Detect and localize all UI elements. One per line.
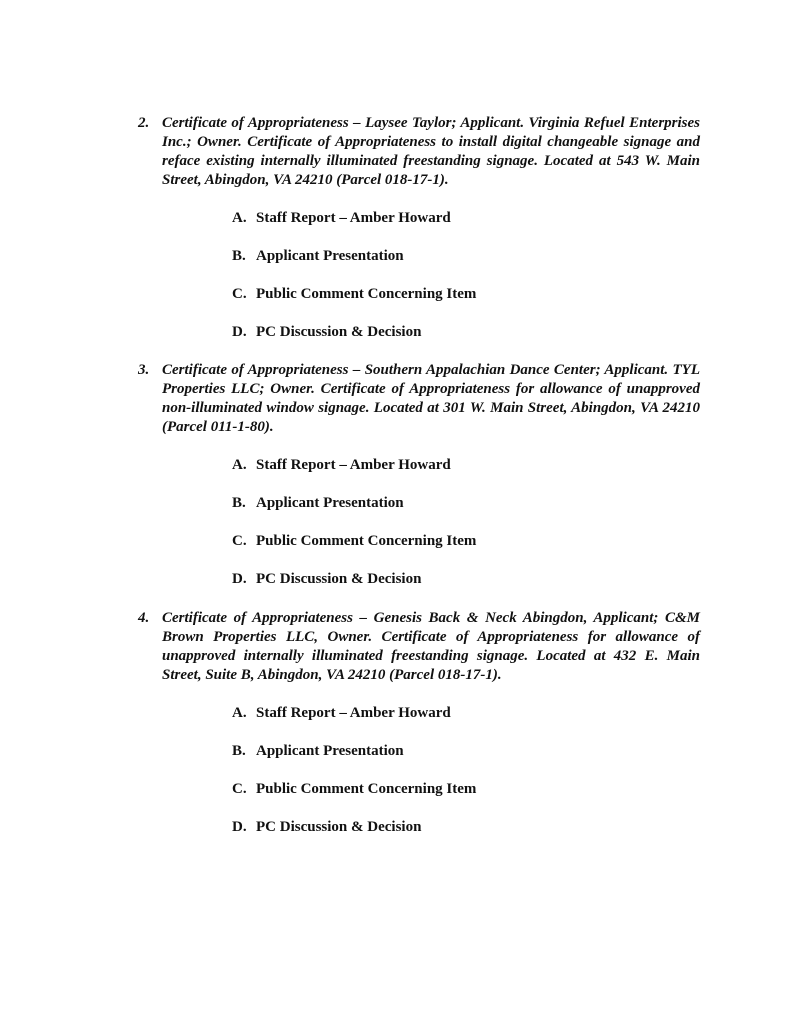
subitem-letter: D. [232, 324, 247, 340]
subitem-letter: C. [232, 781, 247, 797]
subitem-letter: D. [232, 819, 247, 835]
subitem-letter: C. [232, 533, 247, 549]
subitem-label: PC Discussion & Decision [256, 571, 422, 587]
agenda-item-number: 3. [138, 362, 150, 378]
subitem-label: Public Comment Concerning Item [256, 533, 477, 549]
subitem-letter: B. [232, 248, 246, 264]
subitem-label: Staff Report – Amber Howard [256, 457, 451, 473]
subitem-staff-report [232, 456, 652, 494]
agenda-item-2 [138, 114, 700, 190]
subitem-public-comment [232, 532, 652, 570]
agenda-item-2-subitems [232, 209, 652, 361]
subitem-label: Applicant Presentation [256, 743, 404, 759]
agenda-item-3 [138, 361, 700, 437]
subitem-pc-discussion [232, 323, 652, 361]
agenda-item-number: 4. [138, 610, 150, 626]
subitem-label: Staff Report – Amber Howard [256, 210, 451, 226]
subitem-letter: A. [232, 210, 247, 226]
subitem-label: PC Discussion & Decision [256, 819, 422, 835]
subitem-letter: A. [232, 705, 247, 721]
agenda-item-description: Certificate of Appropriateness – Laysee Taylor; Applicant. Virginia Refuel Enterprises Inc.; Owner. Certificate of Appropriateness to install digital changeable signage and reface existing internally illuminated freestanding signage. Located at 543 W. Main Street, Abingdon, VA 24210 (Parcel 018-17-1). [162, 115, 700, 188]
subitem-label: Staff Report – Amber Howard [256, 705, 451, 721]
agenda-item-number: 2. [138, 115, 150, 131]
subitem-label: Public Comment Concerning Item [256, 781, 477, 797]
subitem-public-comment [232, 285, 652, 323]
subitem-letter: C. [232, 286, 247, 302]
subitem-applicant-presentation [232, 742, 652, 780]
subitem-letter: B. [232, 495, 246, 511]
subitem-staff-report [232, 704, 652, 742]
agenda-item-4 [138, 609, 700, 685]
subitem-applicant-presentation [232, 494, 652, 532]
subitem-label: Applicant Presentation [256, 248, 404, 264]
subitem-pc-discussion [232, 570, 652, 608]
subitem-label: PC Discussion & Decision [256, 324, 422, 340]
subitem-letter: A. [232, 457, 247, 473]
subitem-label: Applicant Presentation [256, 495, 404, 511]
agenda-item-4-subitems [232, 704, 652, 856]
agenda-item-description: Certificate of Appropriateness – Genesis Back & Neck Abingdon, Applicant; C&M Brown Properties LLC, Owner. Certificate of Appropriateness for allowance of unapproved internally illuminated freestanding signage. Located at 432 E. Main Street, Suite B, Abingdon, VA 24210 (Parcel 018-17-1). [162, 610, 700, 683]
subitem-label: Public Comment Concerning Item [256, 286, 477, 302]
subitem-letter: D. [232, 571, 247, 587]
subitem-public-comment [232, 780, 652, 818]
subitem-pc-discussion [232, 818, 652, 856]
subitem-letter: B. [232, 743, 246, 759]
agenda-item-description: Certificate of Appropriateness – Southern Appalachian Dance Center; Applicant. TYL Properties LLC; Owner. Certificate of Appropriateness for allowance of unapproved non-illuminated window signage. Located at 301 W. Main Street, Abingdon, VA 24210 (Parcel 011-1-80). [162, 362, 700, 435]
subitem-staff-report [232, 209, 652, 247]
agenda-item-3-subitems [232, 456, 652, 608]
subitem-applicant-presentation [232, 247, 652, 285]
